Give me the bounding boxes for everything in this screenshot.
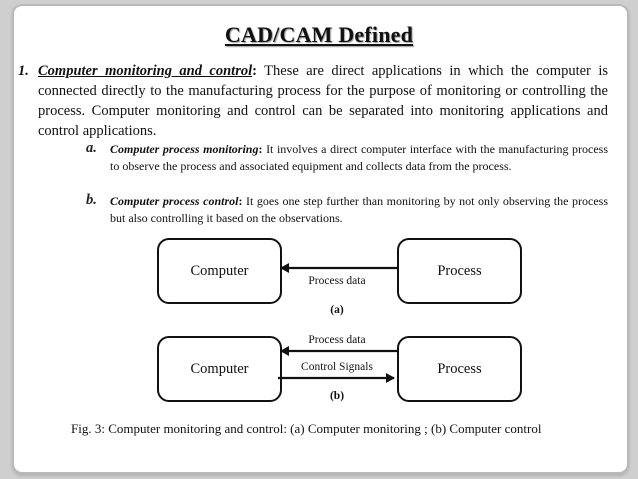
item-text: These are direct applications in which the computer is connected directly to the manufacturing process for the purpose of monitoring or controlling the process. Computer monitoring and control can be separated into monitoring applications and control applications.: [38, 63, 608, 139]
figure-caption: Fig. 3: Computer monitoring and control: (a) Computer monitoring ; (b) Computer control: [71, 421, 542, 436]
subitem-letter: a.: [86, 140, 97, 156]
process-box-b: Process: [397, 336, 522, 402]
diagram-label-a: (a): [330, 304, 344, 316]
arrow-label-process-data-a: Process data: [308, 275, 366, 287]
subitem-text: It involves a direct computer interface with the manufacturing process to observe the process and associated equipment and collects data from the process.: [110, 142, 609, 173]
diagram-label-b: (b): [329, 390, 345, 402]
subitem-text: It goes one step further than monitoring by not only observing the process but also controlling it based on the observations.: [110, 194, 609, 225]
subitem-term: Computer process control: [110, 194, 239, 208]
subitem-letter: b.: [86, 192, 97, 208]
subitem-term-suffix: :: [258, 142, 263, 156]
subitem-term: Computer process monitoring: [110, 142, 259, 156]
computer-box-b: Computer: [157, 336, 282, 402]
item-number: 1.: [18, 63, 29, 79]
arrow-label-control-signals: Control Signals: [301, 361, 373, 373]
item-term-suffix: :: [252, 63, 257, 79]
process-box-a: Process: [397, 238, 522, 304]
item-term: Computer monitoring and control: [38, 63, 253, 79]
slide-title: CAD/CAM Defined: [224, 22, 414, 47]
computer-box-a: Computer: [157, 238, 282, 304]
arrow-label-process-data-b: Process data: [308, 334, 366, 346]
subitem-term-suffix: :: [238, 194, 243, 208]
